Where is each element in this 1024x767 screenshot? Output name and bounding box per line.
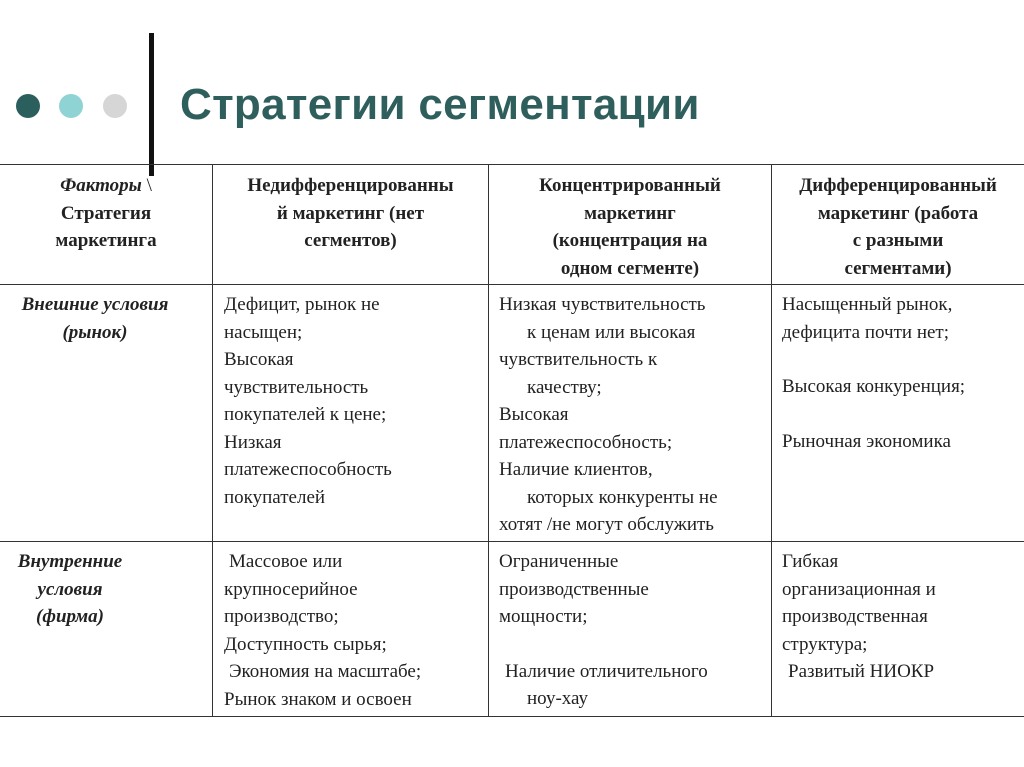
table-border-bottom (0, 716, 1024, 717)
header-line: й маркетинг (нет (276, 202, 425, 224)
table-divider-header (0, 284, 1024, 285)
cell-line: хотят /не могут обслужить (499, 514, 714, 535)
cell-line: Дефицит, рынок не (224, 294, 380, 315)
page-title: Стратегии сегментации (180, 80, 700, 129)
cell-line: Высокая (224, 349, 294, 370)
corner-separator: \ (146, 175, 152, 196)
cell-line: производственные (499, 578, 649, 600)
cell-line: структура; (782, 633, 868, 655)
cell-line: платежеспособность (224, 459, 392, 480)
corner-marketing: маркетинга (55, 230, 157, 251)
row-label-line: условия (37, 578, 103, 600)
cell-line: Доступность сырья; (224, 633, 387, 655)
row-label-internal (0, 548, 140, 631)
cell-line: Рыночная экономика (782, 430, 951, 452)
header-line: маркетинг (работа (817, 202, 979, 224)
row-label-line: Внешние условия (21, 294, 169, 315)
cell-line: Насыщенный рынок, (782, 294, 953, 315)
cell-line: дефицита почти нет; (782, 321, 950, 343)
cell-external-differentiated (782, 291, 965, 455)
bullet-dot-gray (103, 94, 127, 118)
cell-external-undifferentiated (224, 291, 392, 511)
title-divider (149, 33, 154, 176)
header-differentiated (772, 172, 1024, 282)
corner-factors: Факторы (60, 175, 142, 196)
header-concentrated (489, 172, 771, 282)
header-line: Дифференцированный (799, 175, 997, 196)
cell-line: платежеспособность; (499, 431, 673, 453)
table-border-top (0, 164, 1024, 165)
header-line: (концентрация на (552, 230, 708, 251)
cell-line: Низкая (224, 431, 282, 453)
cell-line: которых конкуренты не (527, 486, 718, 508)
cell-line: производственная (782, 606, 928, 627)
cell-line: Низкая чувствительность (499, 294, 706, 315)
header-line: одном сегменте) (560, 257, 700, 279)
header-line: сегментами) (844, 257, 952, 279)
cell-line: Массовое или (229, 551, 343, 572)
cell-spacer (782, 401, 965, 428)
cell-line: крупносерийное (224, 578, 358, 600)
bullet-dot-dark (16, 94, 40, 118)
cell-internal-differentiated (782, 548, 936, 686)
table-divider-row (0, 541, 1024, 542)
cell-line: Наличие отличительного (505, 660, 708, 682)
cell-line: организационная и (782, 578, 936, 600)
corner-strategy: Стратегия (60, 202, 152, 224)
cell-line: Гибкая (782, 551, 839, 572)
header-undifferentiated (213, 172, 488, 255)
cell-line: производство; (224, 606, 339, 627)
header-line: сегментов) (304, 230, 397, 251)
cell-line: Наличие клиентов, (499, 459, 653, 480)
cell-line: Высокая (499, 404, 569, 425)
header-line: Недифференцированны (247, 175, 454, 196)
cell-line: Высокая конкуренция; (782, 376, 966, 397)
cell-line: чувствительность (224, 376, 369, 398)
cell-spacer (499, 631, 708, 658)
cell-line: качеству; (527, 376, 602, 398)
cell-external-concentrated (499, 291, 718, 539)
header-line: с разными (852, 230, 944, 251)
cell-line: ноу-хау (527, 688, 588, 709)
header-corner-cell (0, 172, 212, 255)
cell-line: покупателей к цене; (224, 404, 387, 425)
cell-internal-undifferentiated (224, 548, 421, 713)
cell-line: Рынок знаком и освоен (224, 688, 412, 710)
cell-line: насыщен; (224, 321, 303, 343)
cell-line: покупателей (224, 486, 326, 508)
cell-line: Ограниченные (499, 551, 619, 572)
row-label-line: Внутренние (17, 551, 123, 572)
cell-line: чувствительность к (499, 349, 658, 370)
cell-line: Экономия на масштабе; (229, 661, 422, 682)
cell-spacer (782, 346, 965, 373)
cell-line: к ценам или высокая (527, 321, 696, 343)
row-label-external (0, 291, 190, 346)
cell-line: Развитый НИОКР (788, 661, 935, 682)
header-line: маркетинг (584, 202, 676, 224)
row-label-line: (рынок) (62, 321, 128, 343)
row-label-line: (фирма) (36, 606, 104, 627)
header-line: Концентрированный (539, 175, 721, 196)
cell-internal-concentrated (499, 548, 708, 713)
cell-line: мощности; (499, 606, 588, 627)
bullet-dot-teal (59, 94, 83, 118)
